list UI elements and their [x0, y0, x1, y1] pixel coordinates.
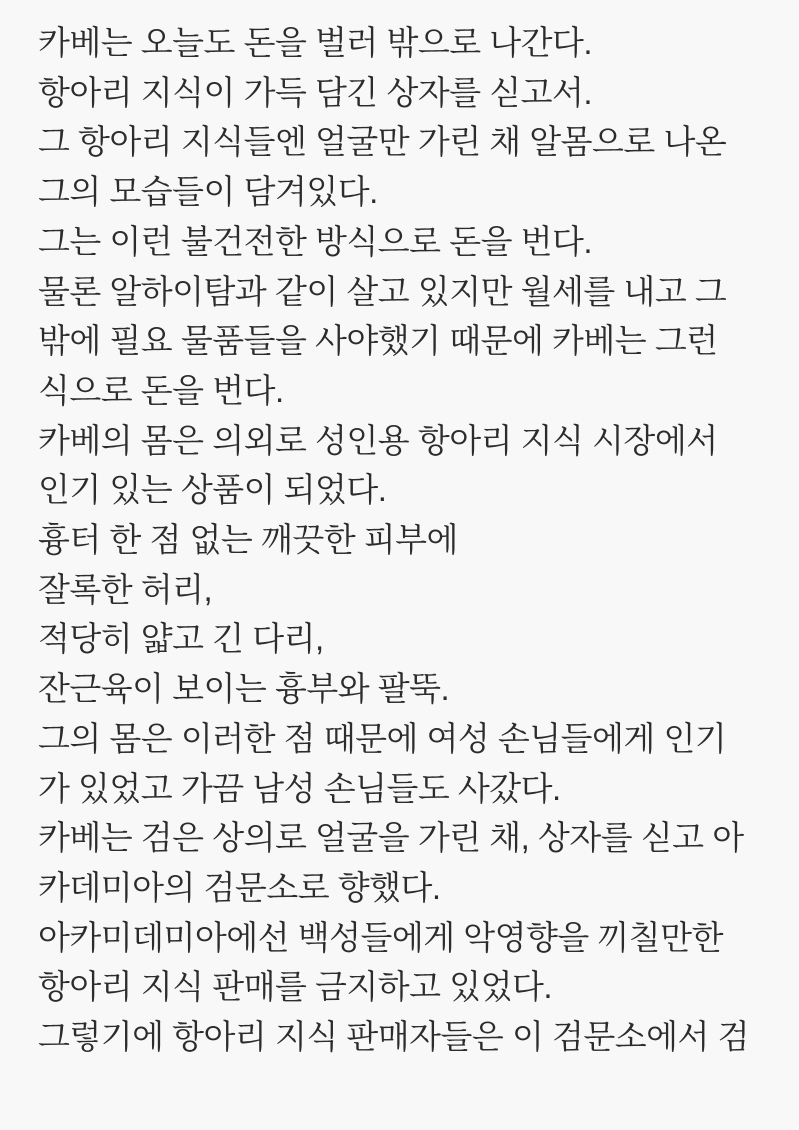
text-line: 잘록한 허리,	[38, 570, 213, 608]
text-line: 식으로 돈을 번다.	[38, 371, 284, 409]
text-line: 아카미데미아에선 백성들에게 악영향을 끼칠만한	[38, 918, 723, 956]
text-line: 항아리 지식 판매를 금지하고 있었다.	[38, 968, 553, 1006]
text-line: 그의 모습들이 담겨있다.	[38, 173, 378, 211]
text-line: 가 있었고 가끔 남성 손님들도 사갔다.	[38, 769, 561, 807]
text-line: 물론 알하이탐과 같이 살고 있지만 월세를 내고 그	[38, 272, 727, 310]
text-line: 흉터 한 점 없는 깨끗한 피부에	[38, 521, 458, 559]
novel-text-body	[38, 18, 761, 1062]
text-line: 카데미아의 검문소로 향했다.	[38, 868, 441, 906]
text-line: 그는 이런 불건전한 방식으로 돈을 번다.	[38, 222, 593, 260]
text-line: 적당히 얇고 긴 다리,	[38, 620, 324, 658]
text-line: 잔근육이 보이는 흉부와 팔뚝.	[38, 670, 450, 708]
text-line: 밖에 필요 물품들을 사야했기 때문에 카베는 그런	[38, 322, 718, 360]
text-line: 그 항아리 지식들엔 얼굴만 가린 채 알몸으로 나온	[38, 123, 727, 161]
text-line: 카베는 검은 상의로 얼굴을 가린 채, 상자를 싣고 아	[38, 819, 744, 857]
text-line: 그의 몸은 이러한 점 때문에 여성 손님들에게 인기	[38, 719, 727, 757]
text-line: 그렇기에 항아리 지식 판매자들은 이 검문소에서 검	[38, 1018, 749, 1056]
text-line: 카베는 오늘도 돈을 벌러 밖으로 나간다.	[38, 24, 593, 61]
text-line: 카베의 몸은 의외로 성인용 항아리 지식 시장에서	[38, 421, 718, 459]
text-line: 인기 있는 상품이 되었다.	[38, 471, 387, 509]
text-line: 항아리 지식이 가득 담긴 상자를 싣고서.	[38, 73, 593, 111]
